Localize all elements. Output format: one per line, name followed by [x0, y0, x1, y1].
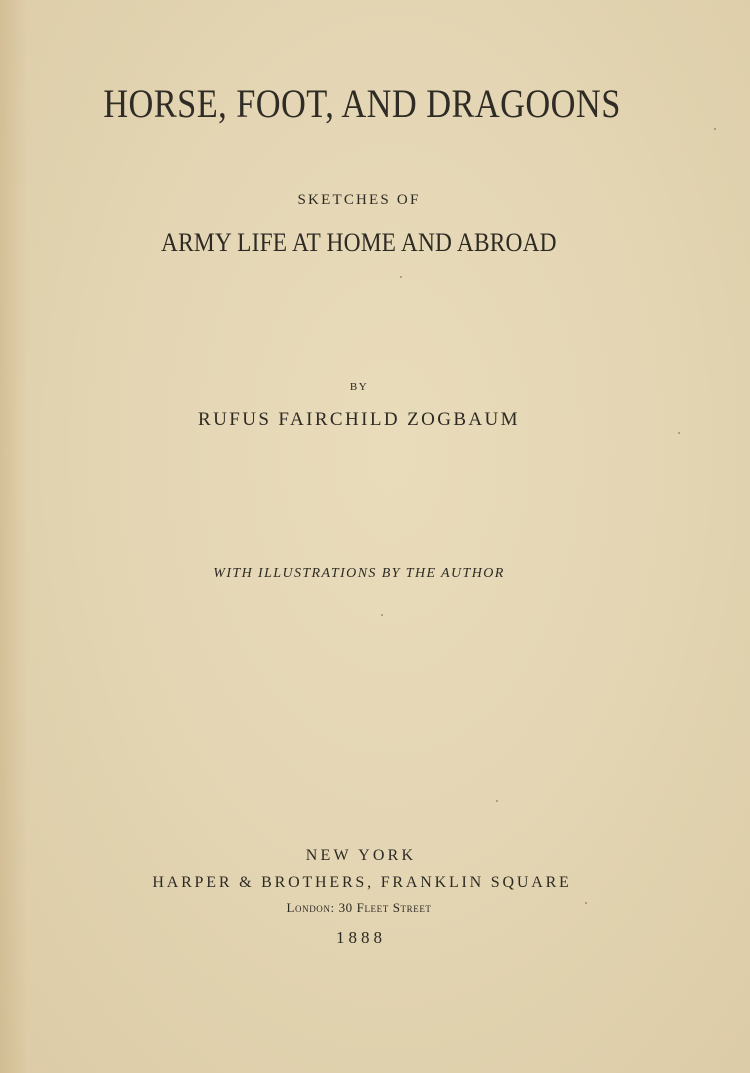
author-name: RUFUS FAIRCHILD ZOGBAUM	[198, 409, 520, 430]
subtitle-intro: SKETCHES OF	[297, 192, 421, 208]
by-line: BY	[349, 381, 369, 393]
paper-speck	[678, 432, 680, 434]
publisher-name: HARPER & BROTHERS, FRANKLIN SQUARE	[152, 874, 572, 891]
book-title: HORSE, FOOT, AND DRAGOONS	[103, 81, 621, 126]
publication-year: 1888	[336, 928, 386, 947]
publication-city: NEW YORK	[305, 847, 417, 864]
paper-speck	[585, 902, 587, 904]
paper-speck	[381, 614, 383, 616]
illustrations-note: WITH ILLUSTRATIONS BY THE AUTHOR	[213, 566, 505, 581]
subtitle: ARMY LIFE AT HOME AND ABROAD	[161, 228, 557, 257]
paper-speck	[496, 800, 498, 802]
paper-speck	[714, 128, 716, 130]
london-address: London: 30 Fleet Street	[286, 900, 432, 915]
paper-speck	[400, 276, 402, 278]
